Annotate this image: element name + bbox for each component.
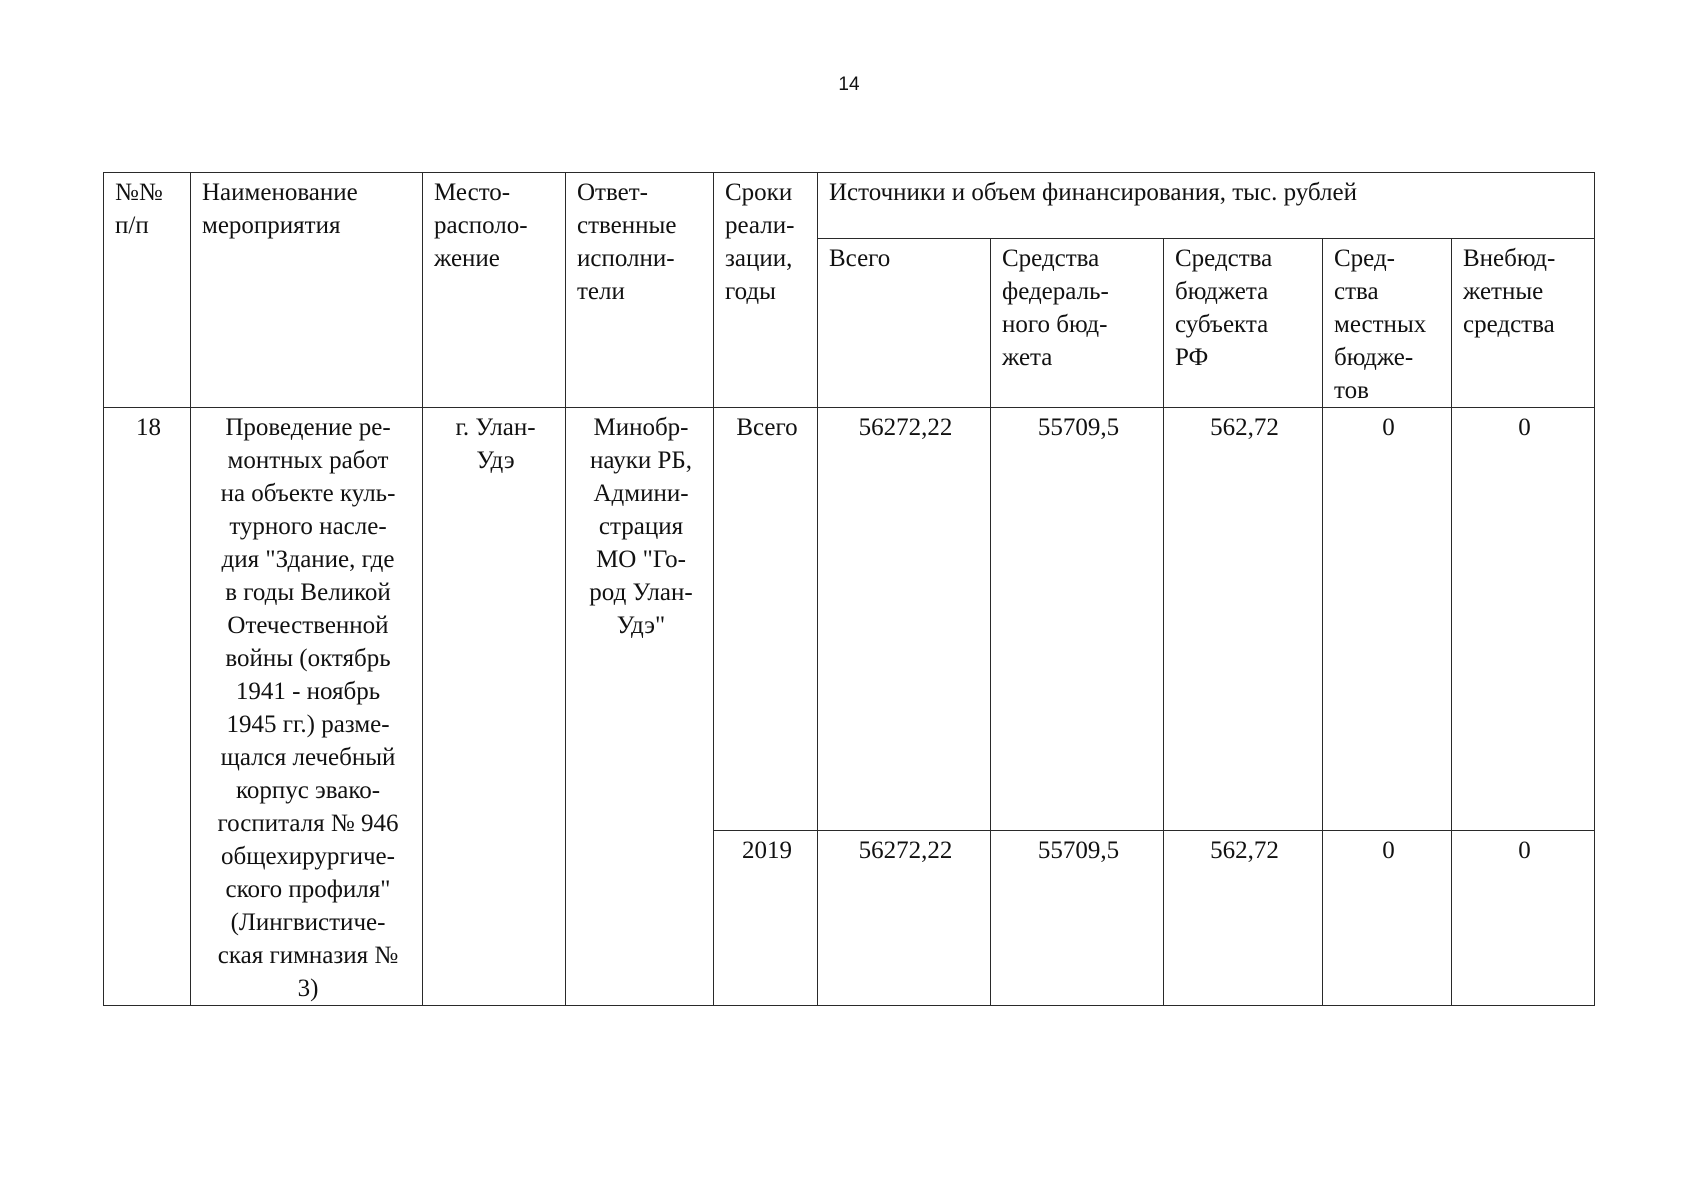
table-row — [104, 408, 1595, 831]
header-name: Наименование мероприятия — [191, 173, 423, 408]
header-subject: Средства бюджета субъекта РФ — [1164, 239, 1323, 408]
header-extrabudget: Внебюд- жетные средства — [1452, 239, 1595, 408]
header-local: Сред- ства местных бюдже- тов — [1323, 239, 1452, 408]
header-period: Сроки реали- зации, годы — [714, 173, 818, 408]
cell-subject: 562,72 — [1164, 408, 1323, 831]
cell-period: Всего — [714, 408, 818, 831]
header-total: Всего — [818, 239, 991, 408]
cell-extrabudget: 0 — [1452, 408, 1595, 831]
cell-num: 18 — [104, 408, 191, 1006]
cell-name: Проведение ре- монтных работ на объекте куль- турного насле- дия "Здание, где в годы Великой Отечественной войны (октябрь 1941 - ноябрь 1945 гг.) разме- щался лечебный корпус эвако- госпиталя № 946 общехирургиче- ского профиля" (Лингвистиче- ская гимназия № 3) — [191, 408, 423, 1006]
header-location: Место- располо- жение — [423, 173, 566, 408]
cell-period: 2019 — [714, 830, 818, 1005]
cell-local: 0 — [1323, 830, 1452, 1005]
cell-local: 0 — [1323, 408, 1452, 831]
cell-responsible: Минобр- науки РБ, Админи- страция МО "Го- род Улан- Удэ" — [566, 408, 714, 1006]
cell-subject: 562,72 — [1164, 830, 1323, 1005]
cell-total: 56272,22 — [818, 830, 991, 1005]
header-responsible: Ответ- ственные исполни- тели — [566, 173, 714, 408]
page-number: 14 — [838, 74, 860, 95]
cell-extrabudget: 0 — [1452, 830, 1595, 1005]
cell-federal: 55709,5 — [991, 408, 1164, 831]
cell-location: г. Улан- Удэ — [423, 408, 566, 1006]
cell-federal: 55709,5 — [991, 830, 1164, 1005]
financing-table — [103, 172, 1595, 1006]
header-row — [104, 173, 1595, 239]
header-financing: Источники и объем финансирования, тыс. рублей — [818, 173, 1595, 239]
header-federal: Средства федераль- ного бюд- жета — [991, 239, 1164, 408]
cell-total: 56272,22 — [818, 408, 991, 831]
header-num: №№ п/п — [104, 173, 191, 408]
